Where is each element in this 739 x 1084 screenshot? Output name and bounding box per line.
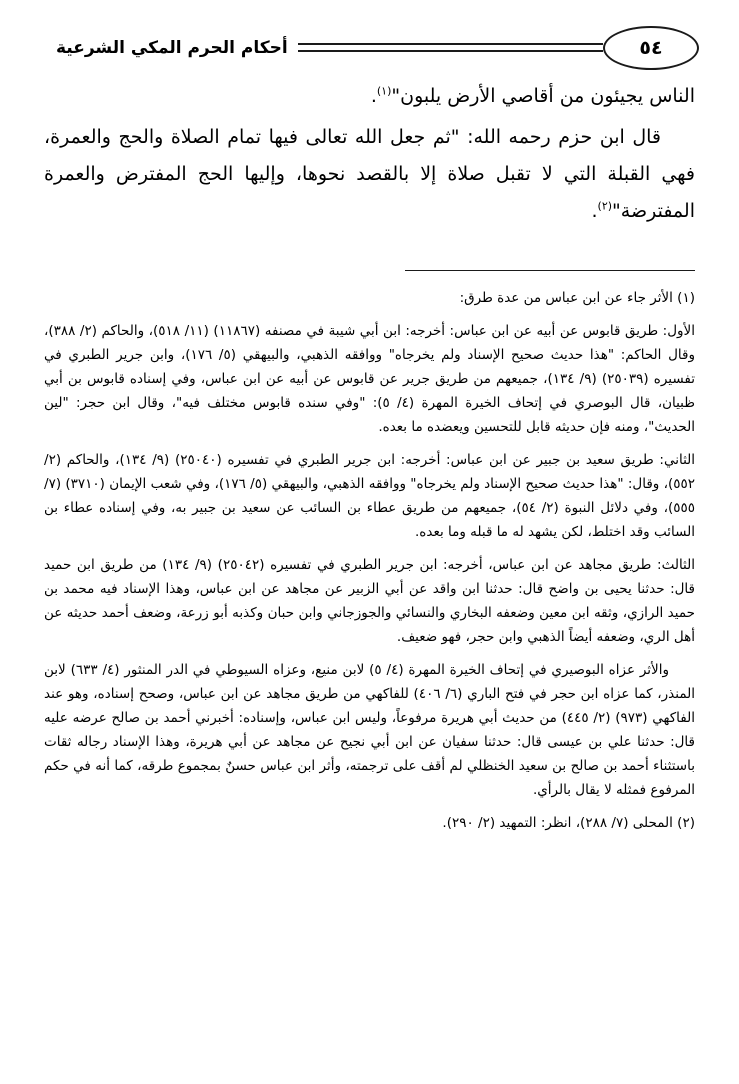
book-title: أحكام الحرم المكي الشرعية [56, 38, 288, 58]
main-text-block [44, 78, 695, 230]
footnote-2: (٢) المحلى (٧/ ٢٨٨)، انظر: التمهيد (٢/ ٢٩٠). [442, 815, 695, 832]
footnote-third-route: الثالث: طريق مجاهد عن ابن عباس، أخرجه: ابن جرير الطبري في تفسيره (٢٥٠٤٢) (٩/ ١٣٤) من طريق ابن حميد قال: حدثنا يحيى بن واضح قال: حدثنا ابن واقد عن أبي الزبير عن مجاهد عن ابن عباس، وهذا الإسناد فيه محمد بن حميد الرازي، وثقه ابن معين وضعفه البخاري والنسائي والجوزجاني وابن حبان وكذبه أبو زرعة، وضعف أحمد حديثه عن أهل الري، وضعفه أيضاً الذهبي وابن حجر، فهو ضعيف. [44, 557, 695, 646]
header-title-group [56, 38, 603, 58]
main-text-line-1-period: . [370, 85, 377, 107]
main-text-line-1-text: الناس يجيئون من أقاصي الأرض يلبون" [391, 85, 695, 107]
footnote-attribution: والأثر عزاه البوصيري في إتحاف الخيرة المهرة (٤/ ٥) لابن منيع، وعزاه السيوطي في الدر المنثور (٤/ ٦٣٣) لابن المنذر، كما عزاه ابن حجر في فتح الباري (٦/ ٤٠٦) للفاكهي من طريق مجاهد عن ابن عباس، وصحح إسناده، وهو عند الفاكهي (٩٧٣) (٢/ ٤٤٥) من حديث أبي هريرة مرفوعاً، وليس ابن عباس، وإسناده: أخبرني أحمد بن صالح عرضه عليه قال: حدثنا علي بن عيسى قال: حدثنا سفيان عن ابن أبي نجيح عن مجاهد عن أبي هريرة، وهذا الإسناد رجاله ثقات باستثناء أحمد بن صالح بن سعيد الخنظلي لم أقف على ترجمته، وأثر ابن عباس حسنٌ بمجموع طرقه، كما أنه في حكم المرفوع فمثله لا يقال بالرأي. [44, 662, 695, 799]
footnote-second-route: الثاني: طريق سعيد بن جبير عن ابن عباس: أخرجه: ابن جرير الطبري في تفسيره (٢٥٠٤٠) (٩/ ١٣٤)، والحاكم (٢/ ٥٥٢)، وقال: "هذا حديث صحيح الإسناد ولم يخرجاه" ووافقه الذهبي، والبيهقي (٥/ ١٧٦)، وفي شعب الإيمان (٣٧١٠) (٧/ ٥٥٥)، وفي دلائل النبوة (٢/ ٥٤)، جميعهم من طريق عطاء بن السائب عن سعيد بن جبير به، وفي إسناده عطاء بن السائب وقد اختلط، لكن يشهد له ما قبله وما بعده. [44, 452, 696, 541]
footnote-intro: (١) الأثر جاء عن ابن عباس من عدة طرق: [459, 290, 695, 306]
footnote-marker-1: (١) [376, 84, 392, 98]
main-text-paragraph-1-text: قال ابن حزم رحمه الله: "ثم جعل الله تعالى فيها تمام الصلاة والحج والعمرة، فهي القبلة التي لا تقبل صلاة إلا بالقصد نحوها، وإليها الحج المفترض والعمرة المفترضة" [44, 126, 695, 223]
footnote-marker-2: (٢) [597, 199, 613, 213]
page-number-badge: ٥٤ [603, 26, 699, 70]
main-text-paragraph-1-period: . [591, 200, 598, 223]
page-header [40, 22, 699, 74]
footnote-separator [405, 270, 695, 271]
footnote-first-route: الأول: طريق قابوس عن أبيه عن ابن عباس: أخرجه: ابن أبي شيبة في مصنفه (١١٨٦٧) (١١/ ٥١٨)، والحاكم (٢/ ٣٨٨)، وقال الحاكم: "هذا حديث صحيح الإسناد ولم يخرجاه" ووافقه الذهبي، والبيهقي (٥/ ١٧٦)، وابن جرير الطبري في تفسيره (٢٥٠٣٩) (٩/ ١٣٤)، جميعهم من طريق جرير عن قابوس عن أبيه عن ابن عباس، وفي إسناده قابوس بن أبي ظبيان، قال البوصري في إتحاف الخيرة المهرة (٤/ ٥): "وفي سنده قابوس مختلف فيه"، وقال ابن حجر: "لين الحديث"، ومنه فإن حديثه قابل للتحسين ويعضده ما بعده. [44, 323, 696, 436]
header-divider-rule [298, 43, 603, 52]
main-text-paragraph-1 [44, 119, 695, 230]
footnotes-block [44, 286, 695, 844]
main-text-line-1 [44, 78, 695, 115]
